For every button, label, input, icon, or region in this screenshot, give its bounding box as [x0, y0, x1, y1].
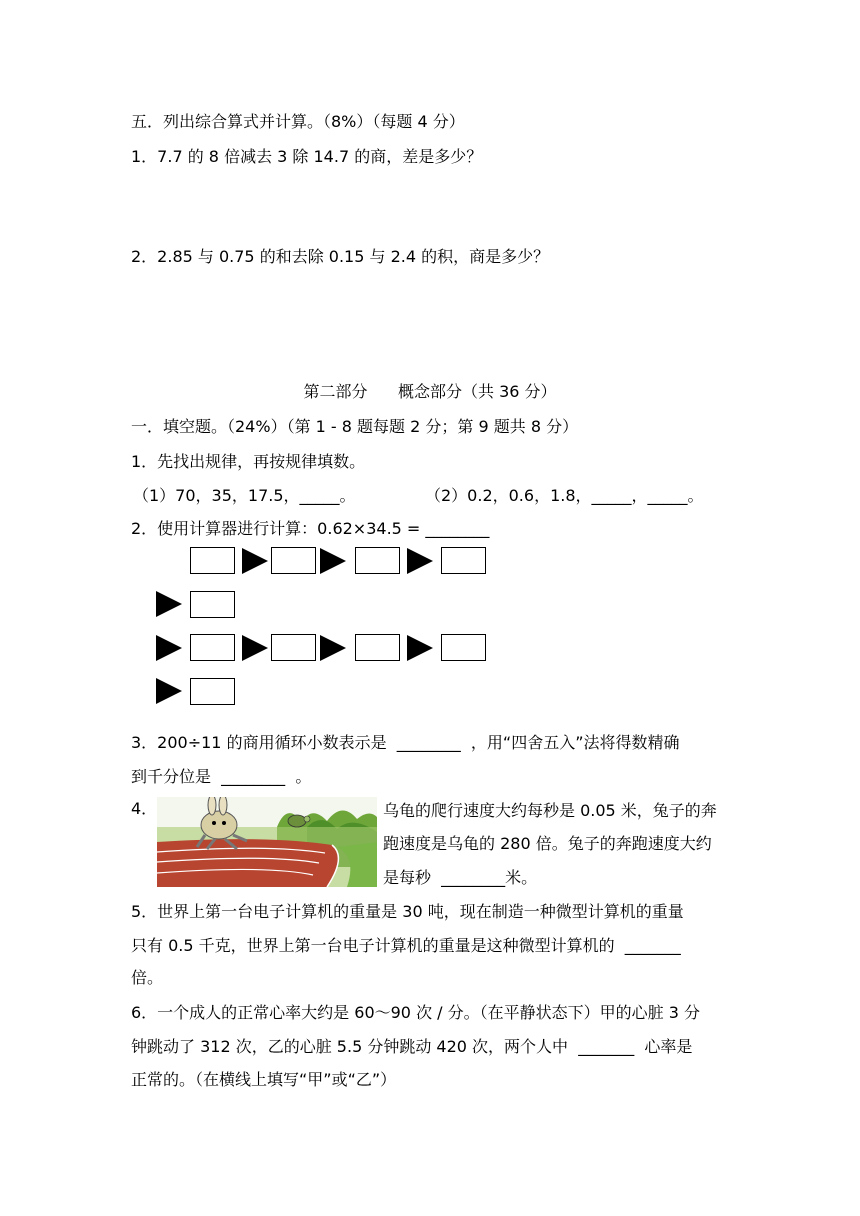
question-3-line-2: 到千分位是 ________ 。 [131, 767, 312, 786]
key-box [355, 547, 400, 574]
key-box [190, 591, 235, 618]
question-5-line-3: 倍。 [131, 968, 164, 987]
key-box [441, 634, 486, 661]
arrow-right-icon [320, 635, 346, 661]
key-box [190, 678, 235, 705]
question-4-line-2: 跑速度是乌龟的 280 倍。兔子的奔跑速度大约 [383, 834, 712, 853]
question-4-line-1: 乌龟的爬行速度大约每秒是 0.05 米，兔子的奔 [383, 801, 717, 820]
arrow-right-icon [156, 678, 182, 704]
question-1-intro: 1．先找出规律，再按规律填数。 [131, 452, 366, 471]
question-2: 2．使用计算器进行计算：0.62×34.5 = ________ [131, 519, 490, 538]
question-6-line-1: 6．一个成人的正常心率大约是 60～90 次 / 分。（在平静状态下）甲的心脏 3 分 [131, 1003, 700, 1022]
arrow-right-icon [407, 635, 433, 661]
arrow-right-icon [156, 635, 182, 661]
arrow-right-icon [320, 548, 346, 574]
arrow-right-icon [156, 591, 182, 617]
arrow-right-icon [242, 635, 268, 661]
question-5-line-1: 5．世界上第一台电子计算机的重量是 30 吨，现在制造一种微型计算机的重量 [131, 902, 684, 921]
key-box [190, 634, 235, 661]
key-box [271, 634, 316, 661]
question-6-line-3: 正常的。（在横线上填写“甲”或“乙”） [131, 1070, 397, 1089]
question-4-line-3: 是每秒 ________米。 [383, 868, 538, 887]
rabbit-turtle-race-illustration [157, 797, 377, 887]
part2-section-heading: 一．填空题。（24%）（第 1 - 8 题每题 2 分；第 9 题共 8 分） [131, 417, 579, 436]
question-6-line-2: 钟跳动了 312 次，乙的心脏 5.5 分钟跳动 420 次，两个人中 _______ 心率是 [131, 1037, 693, 1056]
part1-heading: 五．列出综合算式并计算。（8%）（每题 4 分） [131, 112, 465, 131]
part1-question-2: 2．2.85 与 0.75 的和去除 0.15 与 2.4 的积，商是多少？ [131, 247, 550, 266]
question-5-line-2: 只有 0.5 千克，世界上第一台电子计算机的重量是这种微型计算机的 _______ [131, 936, 681, 955]
key-box [441, 547, 486, 574]
arrow-right-icon [242, 548, 268, 574]
question-4-number: 4． [131, 799, 158, 818]
part1-question-1: 1．7.7 的 8 倍减去 3 除 14.7 的商，差是多少？ [131, 147, 483, 166]
key-box [190, 547, 235, 574]
arrow-right-icon [407, 548, 433, 574]
key-box [271, 547, 316, 574]
part2-title: 第二部分 概念部分（共 36 分） [303, 382, 557, 401]
question-1-a: （1）70，35，17.5，_____。 [133, 486, 356, 505]
key-box [355, 634, 400, 661]
question-1-b: （2）0.2，0.6，1.8，_____，_____。 [425, 486, 704, 505]
question-3-line-1: 3．200÷11 的商用循环小数表示是 ________ ，用“四舍五入”法将得数精确 [131, 733, 680, 752]
